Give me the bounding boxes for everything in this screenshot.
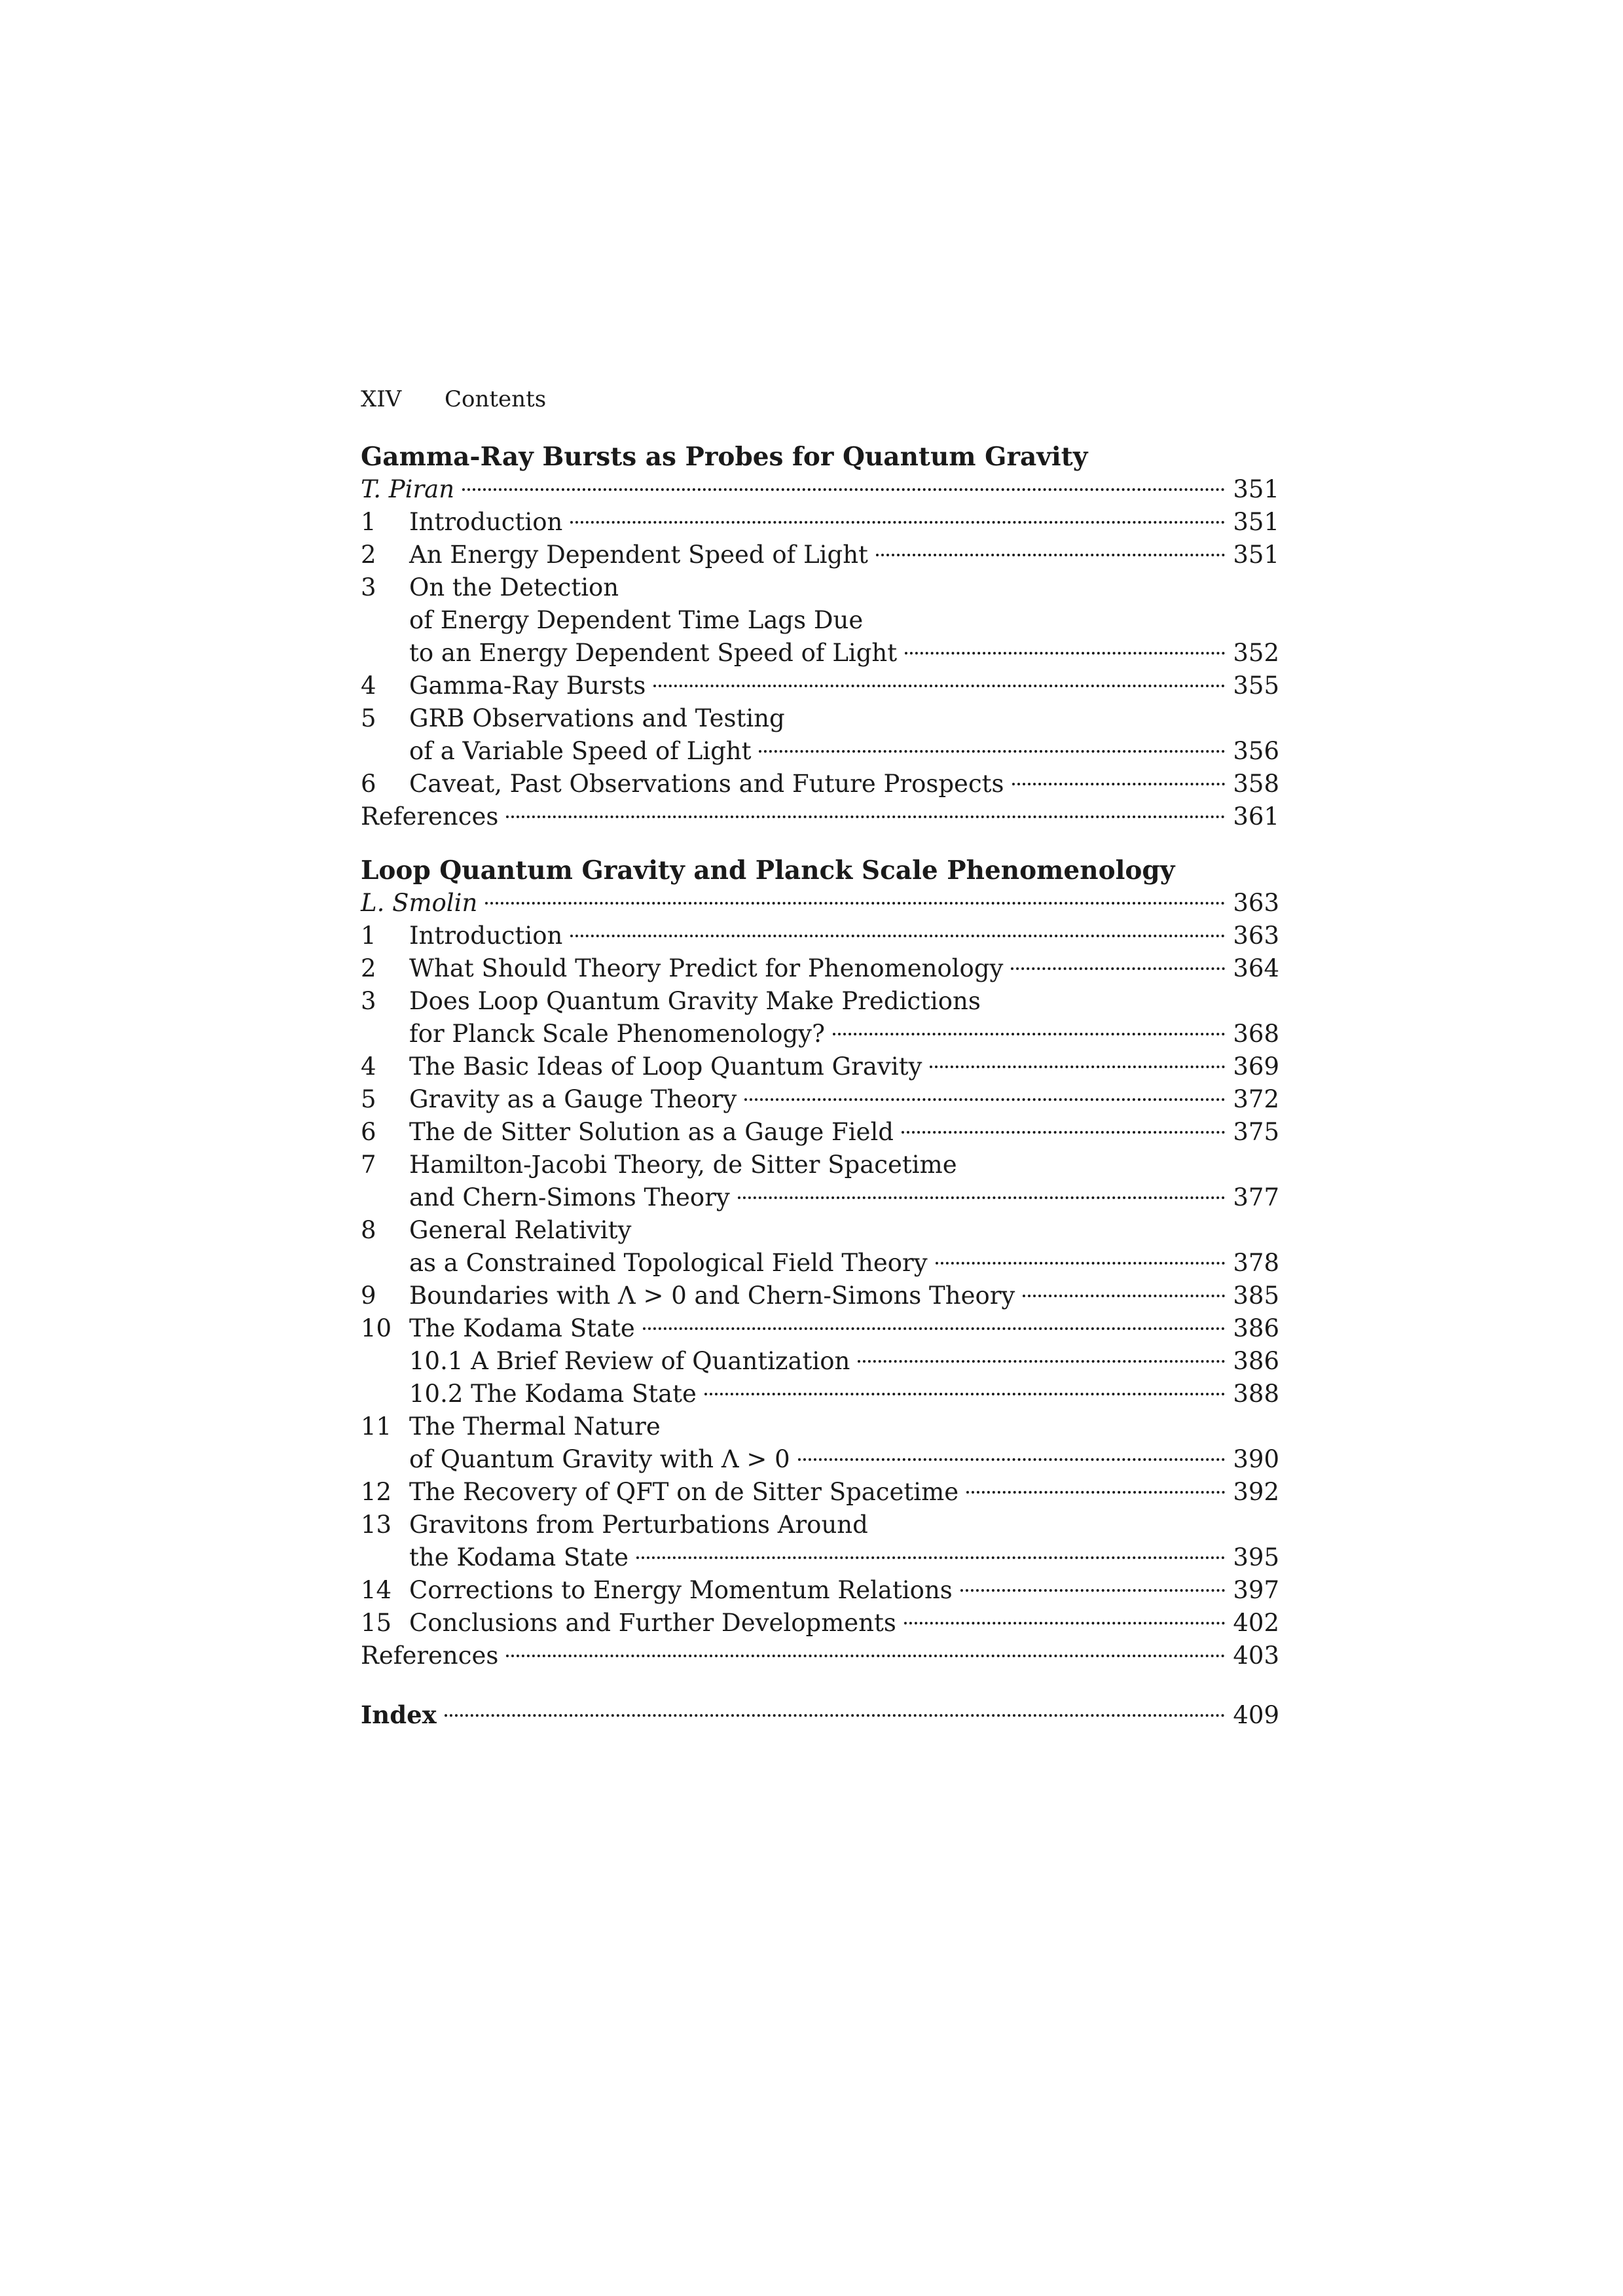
entry-number: 1 [361, 508, 376, 536]
toc-entry [361, 1476, 1279, 1509]
toc-entry [361, 1607, 1279, 1640]
toc-entry [361, 1509, 1279, 1541]
entry-title: of a Variable Speed of Light [409, 737, 752, 765]
toc-entry [361, 920, 1279, 952]
header-page-number: XIV [361, 386, 402, 412]
toc-entry [361, 1312, 1279, 1345]
references-row [361, 800, 1279, 833]
entry-title: The Thermal Nature [409, 1412, 661, 1441]
dot-leader [858, 1360, 1225, 1363]
page-number: 364 [1233, 954, 1279, 982]
page-number: 363 [1233, 889, 1279, 917]
dot-leader [462, 488, 1225, 491]
entry-title: and Chern-Simons Theory [409, 1183, 730, 1211]
dot-leader [833, 1033, 1225, 1035]
references-row [361, 1640, 1279, 1672]
entry-title: as a Constrained Topological Field Theory [409, 1249, 928, 1277]
page-number: 402 [1233, 1609, 1279, 1637]
chapter-author-row [361, 473, 1279, 506]
entry-title: The Basic Ideas of Loop Quantum Gravity [409, 1052, 922, 1081]
dot-leader [506, 816, 1225, 818]
dot-leader [738, 1196, 1226, 1199]
page-number: 386 [1233, 1347, 1279, 1375]
dot-leader [653, 685, 1225, 687]
entry-number: 14 [361, 1576, 392, 1604]
page-number: 378 [1233, 1249, 1279, 1277]
toc-entry [361, 670, 1279, 702]
entry-title: Does Loop Quantum Gravity Make Predictions [409, 987, 981, 1015]
toc-entry [361, 1574, 1279, 1607]
entry-number: 7 [361, 1151, 376, 1179]
page-number: 361 [1233, 802, 1279, 831]
entry-number: 6 [361, 770, 376, 798]
page-number: 355 [1233, 672, 1279, 700]
dot-leader [570, 935, 1225, 937]
entry-title: the Kodama State [409, 1543, 629, 1571]
page-number: 351 [1233, 508, 1279, 536]
page-number: 375 [1233, 1118, 1279, 1146]
page-number: 390 [1233, 1445, 1279, 1473]
entry-title: Boundaries with Λ > 0 and Chern-Simons Theory [409, 1282, 1015, 1310]
chapter-gap [361, 833, 1279, 854]
entry-title: Caveat, Past Observations and Future Prospects [409, 770, 1004, 798]
dot-leader [902, 1131, 1225, 1134]
page-number: 397 [1233, 1576, 1279, 1604]
entry-title: Gravitons from Perturbations Around [409, 1511, 868, 1539]
entry-number: 9 [361, 1282, 376, 1310]
toc-entry [361, 1410, 1279, 1443]
toc-entry [361, 1149, 1279, 1181]
toc-entry [361, 1443, 1279, 1476]
entry-title: T. Piran [361, 475, 455, 503]
entry-title: Introduction [409, 922, 563, 950]
toc-entry [361, 1378, 1279, 1410]
page-number: 351 [1233, 475, 1279, 503]
dot-leader [704, 1393, 1225, 1395]
dot-leader [485, 902, 1225, 905]
entry-title: References [361, 1641, 499, 1670]
entry-title: of Energy Dependent Time Lags Due [409, 606, 864, 634]
dot-leader [636, 1556, 1225, 1559]
entry-title: Hamilton-Jacobi Theory, de Sitter Spacetime [409, 1151, 957, 1179]
toc-entry [361, 1181, 1279, 1214]
entry-title: 10.2 The Kodama State [409, 1380, 697, 1408]
entry-number: 15 [361, 1609, 392, 1637]
entry-title: References [361, 802, 499, 831]
entry-title: Corrections to Energy Momentum Relations [409, 1576, 953, 1604]
entry-title: Gravity as a Gauge Theory [409, 1085, 737, 1113]
dot-leader [960, 1589, 1226, 1592]
dot-leader [1011, 967, 1225, 970]
toc-entry [361, 952, 1279, 985]
entry-title: Gamma-Ray Bursts [409, 672, 646, 700]
dot-leader [744, 1098, 1225, 1101]
dot-leader [876, 554, 1225, 556]
page-number: 385 [1233, 1282, 1279, 1310]
page-number: 356 [1233, 737, 1279, 765]
entry-number: 5 [361, 1085, 376, 1113]
page-number: 377 [1233, 1183, 1279, 1211]
entry-number: 5 [361, 704, 376, 732]
chapter-title: Loop Quantum Gravity and Planck Scale Phenomenology [361, 855, 1175, 886]
dot-leader [506, 1655, 1225, 1657]
page-number: 409 [1233, 1701, 1279, 1729]
dot-leader [798, 1458, 1226, 1461]
entry-number: 10 [361, 1314, 392, 1342]
entry-title: of Quantum Gravity with Λ > 0 [409, 1445, 790, 1473]
entry-title: to an Energy Dependent Speed of Light [409, 639, 898, 667]
toc-entry [361, 1018, 1279, 1050]
entry-title: GRB Observations and Testing [409, 704, 785, 732]
entry-title: An Energy Dependent Speed of Light [409, 541, 868, 569]
entry-title: On the Detection [409, 573, 619, 601]
toc-entry [361, 702, 1279, 735]
toc-entry [361, 1345, 1279, 1378]
toc-entry [361, 768, 1279, 800]
dot-leader [643, 1327, 1226, 1330]
toc-entry [361, 539, 1279, 571]
toc-entry [361, 1050, 1279, 1083]
toc-entry [361, 1280, 1279, 1312]
entry-number: 6 [361, 1118, 376, 1146]
index-row [361, 1698, 1279, 1731]
page-number: 403 [1233, 1641, 1279, 1670]
page-number: 358 [1233, 770, 1279, 798]
entry-title: The Recovery of QFT on de Sitter Spacetime [409, 1478, 959, 1506]
entry-number: 3 [361, 987, 376, 1015]
toc-entry [361, 1083, 1279, 1116]
chapter-title: Gamma-Ray Bursts as Probes for Quantum Gravity [361, 442, 1088, 472]
entry-number: 3 [361, 573, 376, 601]
toc-entry [361, 1541, 1279, 1574]
entry-number: 11 [361, 1412, 392, 1441]
entry-title: for Planck Scale Phenomenology? [409, 1020, 825, 1048]
entry-number: 2 [361, 541, 376, 569]
dot-leader [966, 1491, 1225, 1494]
entry-number: 4 [361, 672, 376, 700]
index-gap [361, 1672, 1279, 1698]
entry-title: Index [361, 1700, 437, 1729]
entry-title: The Kodama State [409, 1314, 635, 1342]
toc-entry [361, 604, 1279, 637]
entry-number: 13 [361, 1511, 392, 1539]
entry-title: 10.1 A Brief Review of Quantization [409, 1347, 850, 1375]
table-of-contents [361, 440, 1279, 1731]
entry-number: 4 [361, 1052, 376, 1081]
toc-entry [361, 637, 1279, 670]
entry-number: 2 [361, 954, 376, 982]
page-number: 386 [1233, 1314, 1279, 1342]
page-number: 369 [1233, 1052, 1279, 1081]
page-number: 363 [1233, 922, 1279, 950]
dot-leader [570, 521, 1225, 524]
toc-entry [361, 1214, 1279, 1247]
entry-title: L. Smolin [361, 889, 478, 917]
dot-leader [930, 1066, 1225, 1068]
dot-leader [1023, 1295, 1225, 1297]
page-number: 392 [1233, 1478, 1279, 1506]
entry-title: The de Sitter Solution as a Gauge Field [409, 1118, 894, 1146]
dot-leader [936, 1262, 1226, 1265]
dot-leader [905, 652, 1225, 655]
toc-entry [361, 506, 1279, 539]
page-number: 372 [1233, 1085, 1279, 1113]
entry-number: 12 [361, 1478, 392, 1506]
entry-title: What Should Theory Predict for Phenomenology [409, 954, 1004, 982]
running-header [361, 383, 546, 416]
toc-entry [361, 985, 1279, 1018]
toc-entry [361, 1116, 1279, 1149]
page-number: 395 [1233, 1543, 1279, 1571]
entry-title: Introduction [409, 508, 563, 536]
toc-entry [361, 1247, 1279, 1280]
page-number: 351 [1233, 541, 1279, 569]
entry-number: 8 [361, 1216, 376, 1244]
page-number: 352 [1233, 639, 1279, 667]
header-title: Contents [445, 386, 547, 412]
page-number: 368 [1233, 1020, 1279, 1048]
page-number: 388 [1233, 1380, 1279, 1408]
entry-title: General Relativity [409, 1216, 632, 1244]
toc-entry [361, 571, 1279, 604]
entry-number: 1 [361, 922, 376, 950]
chapter-author-row [361, 887, 1279, 920]
entry-title: Conclusions and Further Developments [409, 1609, 896, 1637]
toc-entry [361, 735, 1279, 768]
dot-leader [904, 1622, 1226, 1624]
dot-leader [759, 750, 1225, 753]
dot-leader [445, 1714, 1226, 1717]
dot-leader [1012, 783, 1226, 785]
